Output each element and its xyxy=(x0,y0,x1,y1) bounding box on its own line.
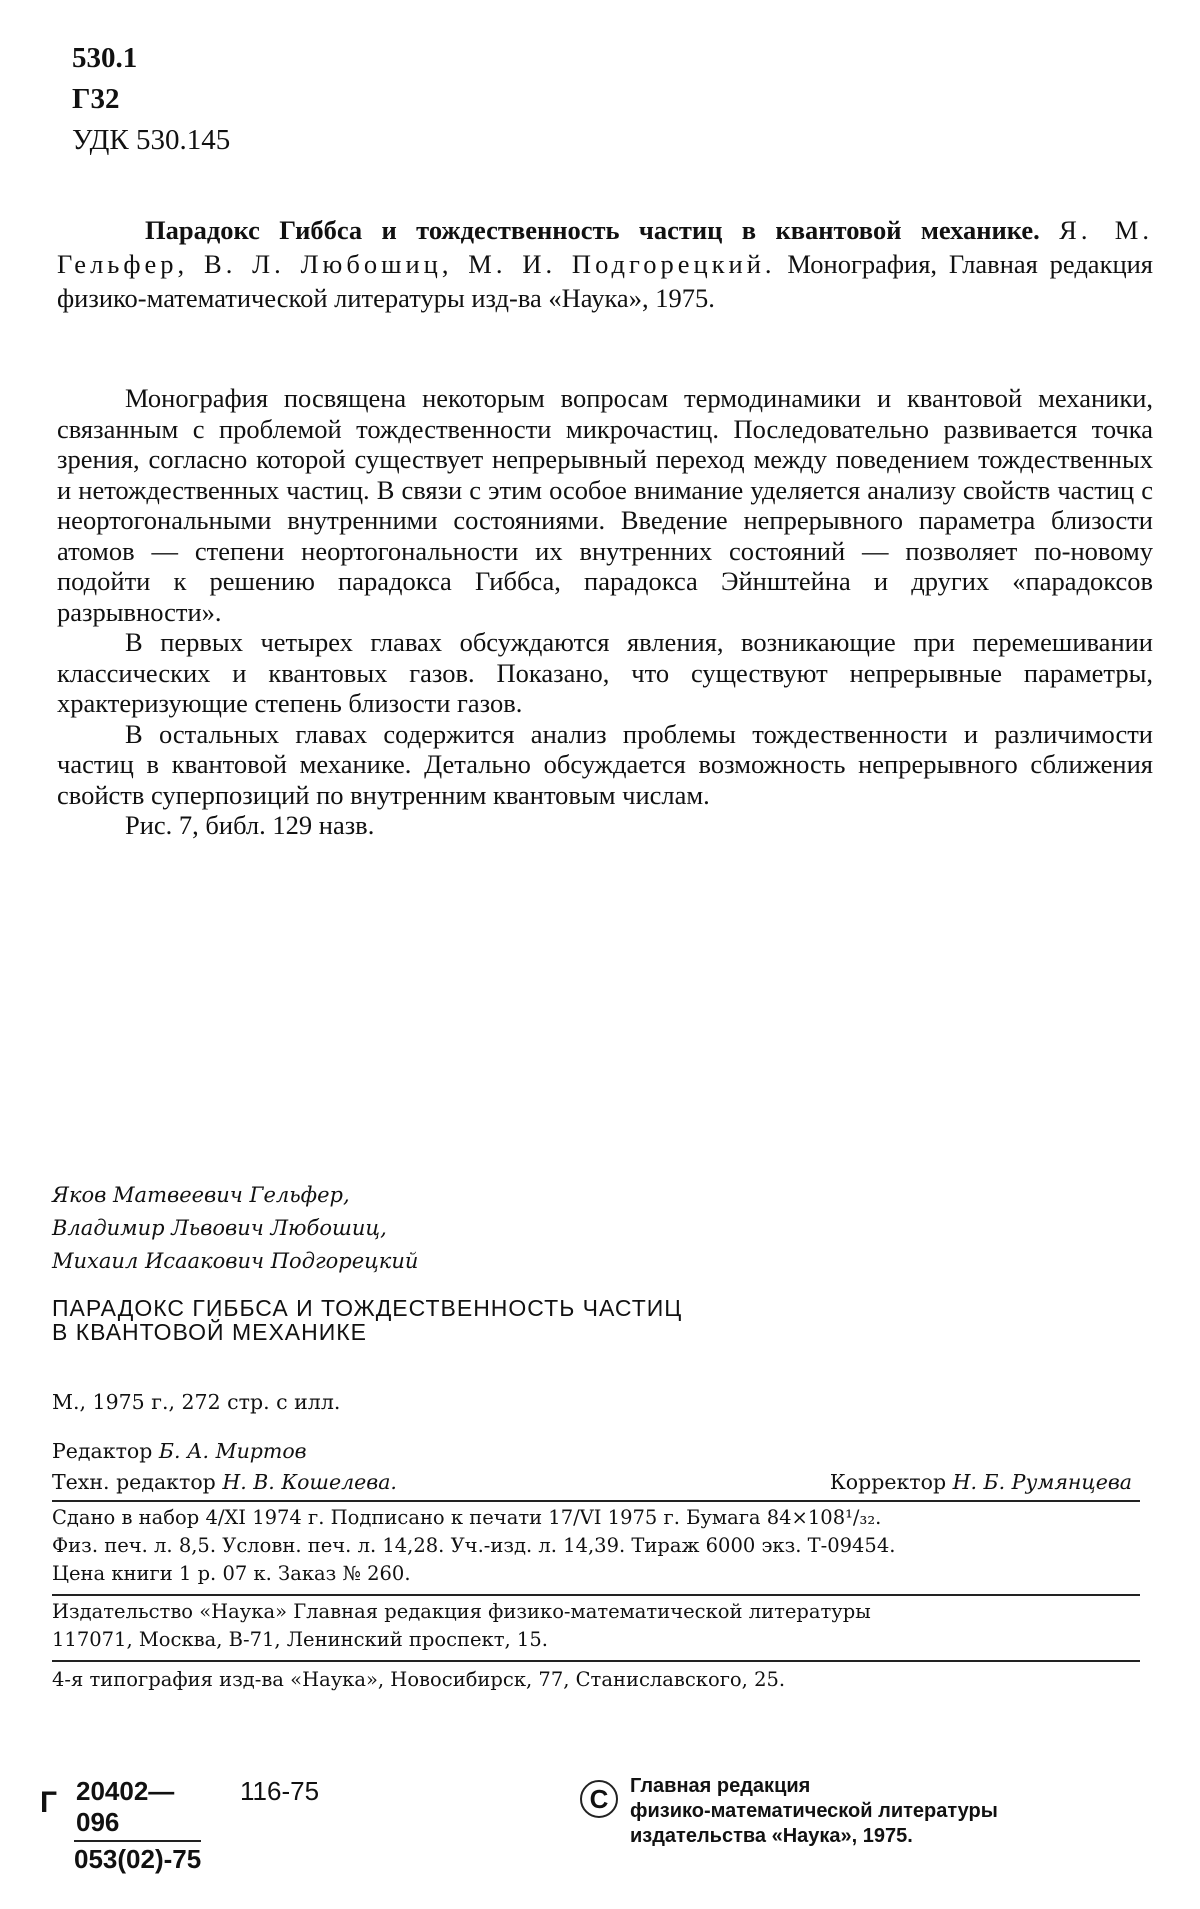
abstract-paragraph: В первых четырех главах обсуждаются явления, возникающие при перемешивании классических и квантовых газов. Показано, что существуют непрерывные параметры, хрaктеризующие степень близости газов. xyxy=(57,627,1153,718)
print-info xyxy=(52,1504,1152,1588)
biblio-title: Парадокс Гиббса и тождественность частиц в квантовой механике. xyxy=(145,215,1040,245)
classification-codes xyxy=(72,38,230,161)
tech-editor-label: Техн. редактор xyxy=(52,1470,216,1494)
bbk-code: Г32 xyxy=(72,83,120,115)
publisher-line: 117071, Москва, В-71, Ленинский проспект, 15. xyxy=(52,1628,548,1651)
corrector-label: Корректор xyxy=(829,1470,947,1494)
author-name: Владимир Львович Любошиц, xyxy=(52,1216,387,1240)
tech-editor-name: Н. В. Кошелева. xyxy=(222,1470,397,1494)
index-numerator: 20402—096 xyxy=(74,1776,201,1842)
copyright-line: Главная редакция xyxy=(630,1775,811,1797)
biblio-rest: Монография, Главная редакция физико-математической литературы изд-ва «Наука», 1975. xyxy=(57,249,1153,313)
index-denominator: 053(02)-75 xyxy=(74,1844,202,1874)
printing-house: 4-я типография изд-ва «Наука», Новосибирск, 77, Станиславского, 25. xyxy=(52,1668,786,1691)
divider xyxy=(52,1594,1140,1596)
publisher-info xyxy=(52,1598,1152,1654)
author-name: Михаил Исаакович Подгорецкий xyxy=(52,1249,419,1273)
publisher-line: Издательство «Наука» Главная редакция физико-математической литературы xyxy=(52,1600,871,1623)
udk-code: УДК 530.145 xyxy=(72,124,231,156)
divider xyxy=(52,1660,1140,1662)
book-title xyxy=(52,1296,682,1344)
divider xyxy=(52,1500,1140,1502)
author-name: Яков Матвеевич Гельфер, xyxy=(52,1183,350,1207)
abstract-figures-refs: Рис. 7, библ. 129 назв. xyxy=(125,810,375,840)
print-info-line: Физ. печ. л. 8,5. Условн. печ. л. 14,28. Уч.-изд. л. 14,39. Тираж 6000 экз. Т-09454. xyxy=(52,1534,896,1557)
abstract-paragraph: Монография посвящена некоторым вопросам термодинамики и квантовой механики, связанным с проблемой тождественности микрочастиц. Последовательно развивается точка зрения, согласно которой существует непрерывный переход между поведением тождественных и нетождественных частиц. В связи с этим особое внимание уделяется анализу свойств частиц с неортогональными внутренними состояниями. Введение непрерывного параметра близости атомов — степени неортогональности их внутренних состояний — позволяет по-новому подойти к решению парадокса Гиббса, парадокса Эйнштейна и других «парадоксов разрывности». xyxy=(57,383,1153,627)
copyright-icon: C xyxy=(580,1780,618,1818)
bibliographic-description xyxy=(57,213,1153,315)
index-suffix: 116-75 xyxy=(240,1776,320,1806)
author-full-names xyxy=(52,1179,418,1278)
index-fraction xyxy=(74,1776,201,1875)
udc-class: 530.1 xyxy=(72,42,138,74)
abstract-paragraph: В остальных главах содержится анализ проблемы тождественности и различимости частиц в квантовой механике. Детально обсуждается возможность непрерывного сближения свойств суперпозиций по внутренним квантовым числам. xyxy=(57,718,1153,810)
copyright-line: издательства «Наука», 1975. xyxy=(630,1825,913,1847)
book-title-line: ПАРАДОКС ГИББСА И ТОЖДЕСТВЕННОСТЬ ЧАСТИЦ xyxy=(52,1295,683,1321)
print-info-line: Сдано в набор 4/XI 1974 г. Подписано к печати 17/VI 1975 г. Бумага 84×108¹/₃₂. xyxy=(52,1506,882,1529)
editor-name: Б. А. Миртов xyxy=(158,1439,307,1463)
copyright-line: физико-математической литературы xyxy=(630,1800,998,1822)
imprint-line: М., 1975 г., 272 стр. с илл. xyxy=(52,1390,341,1414)
editors-block xyxy=(52,1436,1132,1498)
editor-label: Редактор xyxy=(52,1439,153,1463)
biblio-authors: Я. М. Гельфер, В. Л. Любошиц, М. И. Подгорецкий. xyxy=(57,215,1153,279)
abstract xyxy=(57,383,1153,841)
print-info-line: Цена книги 1 р. 07 к. Заказ № 260. xyxy=(52,1562,411,1585)
corrector-name: Н. Б. Румянцева xyxy=(952,1470,1132,1494)
index-letter: Г xyxy=(40,1786,58,1819)
book-title-line: В КВАНТОВОЙ МЕХАНИКЕ xyxy=(52,1319,368,1345)
